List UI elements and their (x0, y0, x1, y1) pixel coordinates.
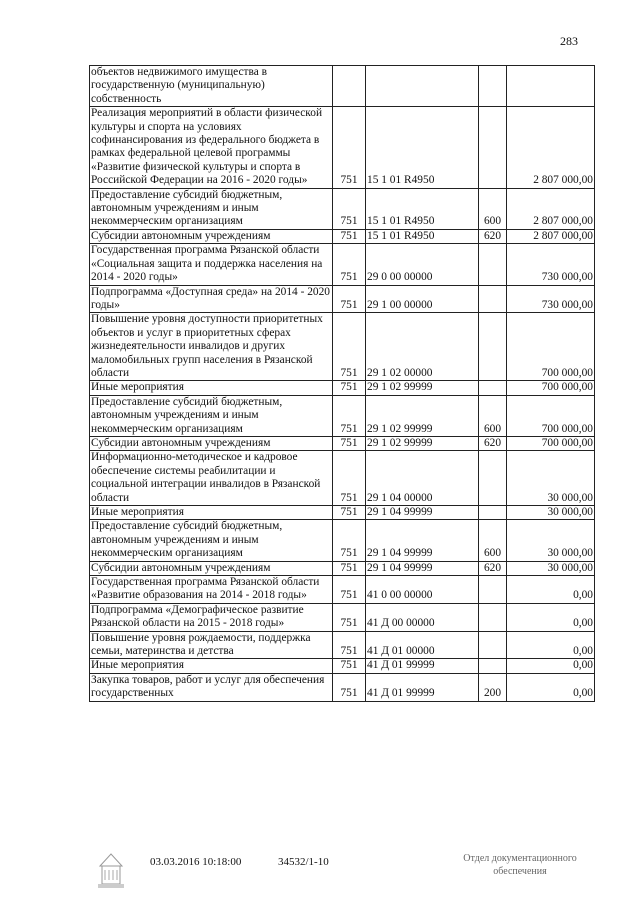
row-name-cell: Субсидии автономным учреждениям (90, 229, 333, 243)
row-name-cell: Повышение уровня доступности приоритетных объектов и услуг в приоритетных сферах жизнедеятельности инвалидов и других маломобильных групп населения в Рязанской области (90, 313, 333, 381)
row-expense-type-cell (479, 244, 507, 285)
row-target-article-cell (366, 66, 479, 107)
table-row (90, 381, 595, 395)
row-target-article-cell: 29 1 04 99999 (366, 561, 479, 575)
row-target-article-cell: 29 1 02 00000 (366, 313, 479, 381)
row-target-article-cell: 29 1 02 99999 (366, 395, 479, 436)
row-target-article-cell: 15 1 01 R4950 (366, 188, 479, 229)
row-code-cell: 751 (333, 561, 366, 575)
row-code-cell: 751 (333, 631, 366, 659)
row-target-article-cell: 29 1 04 00000 (366, 451, 479, 506)
row-target-article-cell: 15 1 01 R4950 (366, 229, 479, 243)
table-row (90, 451, 595, 506)
row-expense-type-cell (479, 381, 507, 395)
department-stamp (440, 852, 600, 878)
row-name-cell: Информационно-методическое и кадровое обеспечение системы реабилитации и социальной интеграции инвалидов в Рязанской области (90, 451, 333, 506)
row-code-cell: 751 (333, 451, 366, 506)
table-row (90, 66, 595, 107)
row-name-cell: Подпрограмма «Демографическое развитие Рязанской области на 2015 - 2018 годы» (90, 603, 333, 631)
row-expense-type-cell (479, 285, 507, 313)
row-code-cell: 751 (333, 659, 366, 673)
row-target-article-cell: 41 Д 01 99999 (366, 673, 479, 701)
row-amount-cell: 0,00 (507, 673, 595, 701)
table-row (90, 520, 595, 561)
row-name-cell: Субсидии автономным учреждениям (90, 561, 333, 575)
coat-of-arms-emblem-icon (94, 850, 128, 890)
row-name-cell: Реализация мероприятий в области физической культуры и спорта на условиях софинансирования из федерального бюджета в рамках федеральной целевой программы «Развитие физической культуры и спорта в Российской Федерации на 2016 - 2020 годы» (90, 107, 333, 188)
table-row (90, 313, 595, 381)
row-name-cell: Иные мероприятия (90, 659, 333, 673)
row-amount-cell: 700 000,00 (507, 395, 595, 436)
row-target-article-cell: 41 0 00 00000 (366, 576, 479, 604)
row-name-cell: Подпрограмма «Доступная среда» на 2014 - 2020 годы» (90, 285, 333, 313)
table-row (90, 659, 595, 673)
row-amount-cell: 730 000,00 (507, 285, 595, 313)
row-amount-cell: 2 807 000,00 (507, 188, 595, 229)
row-expense-type-cell (479, 576, 507, 604)
row-amount-cell: 0,00 (507, 576, 595, 604)
row-code-cell: 751 (333, 313, 366, 381)
table-row (90, 244, 595, 285)
row-target-article-cell: 29 1 02 99999 (366, 436, 479, 450)
row-amount-cell: 30 000,00 (507, 506, 595, 520)
row-expense-type-cell: 620 (479, 561, 507, 575)
row-expense-type-cell (479, 66, 507, 107)
row-name-cell: Повышение уровня рождаемости, поддержка семьи, материнства и детства (90, 631, 333, 659)
row-expense-type-cell: 620 (479, 229, 507, 243)
table-row (90, 603, 595, 631)
row-name-cell: Предоставление субсидий бюджетным, автономным учреждениям и иным некоммерческим организациям (90, 188, 333, 229)
table-row (90, 107, 595, 188)
row-amount-cell: 0,00 (507, 631, 595, 659)
row-name-cell: Государственная программа Рязанской области «Развитие образования на 2014 - 2018 годы» (90, 576, 333, 604)
row-name-cell: Иные мероприятия (90, 381, 333, 395)
table-row (90, 631, 595, 659)
row-name-cell: Иные мероприятия (90, 506, 333, 520)
row-target-article-cell: 29 0 00 00000 (366, 244, 479, 285)
row-code-cell: 751 (333, 576, 366, 604)
row-code-cell: 751 (333, 188, 366, 229)
row-code-cell: 751 (333, 436, 366, 450)
row-expense-type-cell: 620 (479, 436, 507, 450)
page-number: 283 (560, 34, 578, 48)
row-expense-type-cell: 600 (479, 188, 507, 229)
row-code-cell (333, 66, 366, 107)
table-row (90, 436, 595, 450)
row-amount-cell: 30 000,00 (507, 451, 595, 506)
budget-table (89, 65, 595, 702)
row-name-cell: Субсидии автономным учреждениям (90, 436, 333, 450)
table-row (90, 395, 595, 436)
row-expense-type-cell (479, 659, 507, 673)
table-row (90, 673, 595, 701)
row-target-article-cell: 15 1 01 R4950 (366, 107, 479, 188)
row-amount-cell: 700 000,00 (507, 313, 595, 381)
row-expense-type-cell (479, 506, 507, 520)
row-code-cell: 751 (333, 107, 366, 188)
table-row (90, 576, 595, 604)
row-name-cell: Предоставление субсидий бюджетным, автономным учреждениям и иным некоммерческим организациям (90, 395, 333, 436)
row-expense-type-cell (479, 451, 507, 506)
table-row (90, 188, 595, 229)
footer (0, 850, 640, 900)
row-target-article-cell: 41 Д 01 99999 (366, 659, 479, 673)
row-code-cell: 751 (333, 244, 366, 285)
row-expense-type-cell (479, 603, 507, 631)
row-code-cell: 751 (333, 603, 366, 631)
row-expense-type-cell (479, 313, 507, 381)
row-expense-type-cell: 200 (479, 673, 507, 701)
department-line-2: обеспечения (493, 866, 547, 877)
row-expense-type-cell: 600 (479, 520, 507, 561)
row-target-article-cell: 41 Д 00 00000 (366, 603, 479, 631)
row-code-cell: 751 (333, 381, 366, 395)
row-amount-cell: 2 807 000,00 (507, 107, 595, 188)
table-row (90, 285, 595, 313)
row-amount-cell (507, 66, 595, 107)
row-amount-cell: 30 000,00 (507, 561, 595, 575)
row-amount-cell: 0,00 (507, 659, 595, 673)
row-code-cell: 751 (333, 673, 366, 701)
table-row (90, 229, 595, 243)
row-target-article-cell: 29 1 02 99999 (366, 381, 479, 395)
row-name-cell: Предоставление субсидий бюджетным, автономным учреждениям и иным некоммерческим организациям (90, 520, 333, 561)
row-amount-cell: 30 000,00 (507, 520, 595, 561)
row-expense-type-cell (479, 107, 507, 188)
row-amount-cell: 2 807 000,00 (507, 229, 595, 243)
row-code-cell: 751 (333, 229, 366, 243)
table-row (90, 506, 595, 520)
row-expense-type-cell (479, 631, 507, 659)
row-name-cell: объектов недвижимого имущества в государственную (муниципальную) собственность (90, 66, 333, 107)
row-code-cell: 751 (333, 395, 366, 436)
row-amount-cell: 700 000,00 (507, 381, 595, 395)
row-expense-type-cell: 600 (479, 395, 507, 436)
row-target-article-cell: 29 1 04 99999 (366, 506, 479, 520)
table-row (90, 561, 595, 575)
budget-table-body (90, 66, 595, 702)
row-target-article-cell: 41 Д 01 00000 (366, 631, 479, 659)
row-amount-cell: 730 000,00 (507, 244, 595, 285)
row-target-article-cell: 29 1 00 00000 (366, 285, 479, 313)
row-code-cell: 751 (333, 520, 366, 561)
row-code-cell: 751 (333, 285, 366, 313)
row-amount-cell: 0,00 (507, 603, 595, 631)
row-name-cell: Государственная программа Рязанской области «Социальная защита и поддержка населения на 2014 - 2020 годы» (90, 244, 333, 285)
stamp-date: 03.03.2016 10:18:00 (150, 856, 242, 868)
row-code-cell: 751 (333, 506, 366, 520)
row-amount-cell: 700 000,00 (507, 436, 595, 450)
row-name-cell: Закупка товаров, работ и услуг для обеспечения государственных (90, 673, 333, 701)
row-target-article-cell: 29 1 04 99999 (366, 520, 479, 561)
department-line-1: Отдел документационного (463, 853, 577, 864)
stamp-document-id: 34532/1-10 (278, 856, 329, 868)
